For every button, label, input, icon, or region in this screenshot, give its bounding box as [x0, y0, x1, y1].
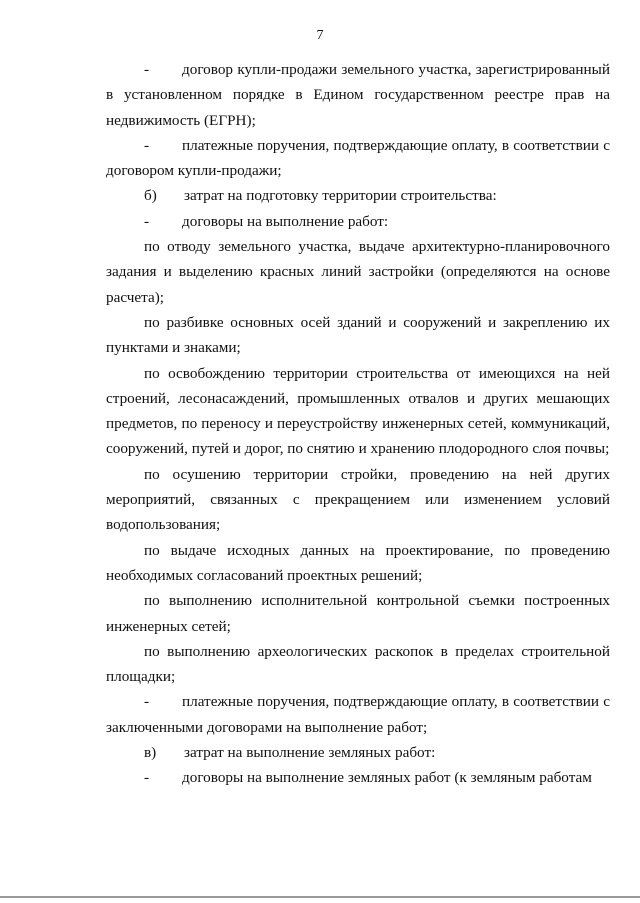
paragraph-text: договоры на выполнение работ:: [182, 212, 389, 230]
paragraph-text: по выполнению археологических раскопок в пределах строительной площадки;: [106, 642, 610, 686]
paragraph: [106, 765, 610, 790]
paragraph: [106, 538, 610, 589]
list-dash: -: [144, 212, 150, 230]
paragraph-text: по освобождению территории строительства от имеющихся на ней строений, лесонасаждений, промышленных отвалов и других мешающих предметов, по переносу и переустройству инженерных сетей, коммуникаций, сооружений, путей и дорог, по снятию и хранению плодородного слоя почвы;: [106, 364, 610, 458]
paragraph: [106, 588, 610, 639]
paragraph: [106, 133, 610, 184]
paragraph-text: по выполнению исполнительной контрольной съемки построенных инженерных сетей;: [106, 592, 610, 635]
list-dash: -: [144, 769, 150, 787]
paragraph-text: по разбивке основных осей зданий и сооружений и закреплению их пунктами и знаками;: [106, 313, 610, 357]
paragraph-text: по выдаче исходных данных на проектирование, по проведению необходимых согласований проектных решений;: [106, 541, 610, 584]
paragraph: [106, 209, 610, 234]
paragraph-text: по отводу земельного участка, выдаче архитектурно-планировочного задания и выделению красных линий застройки (определяются на основе расчета);: [106, 238, 610, 306]
list-dash: -: [144, 136, 150, 154]
list-letter: б): [144, 187, 157, 205]
scan-edge-line: [0, 896, 640, 898]
list-dash: -: [144, 693, 150, 711]
list-dash: -: [144, 61, 150, 78]
paragraph: [106, 234, 610, 310]
paragraph: [106, 57, 610, 133]
document-body: [106, 57, 610, 791]
page-number: 7: [316, 28, 324, 43]
paragraph-text: затрат на подготовку территории строительства:: [184, 187, 497, 205]
paragraph-text: по осушению территории стройки, проведению на ней других мероприятий, связанных с прекращением или изменением условий водопользования;: [106, 465, 610, 534]
list-letter: в): [144, 744, 157, 762]
paragraph: [106, 361, 610, 462]
paragraph: [106, 740, 610, 765]
paragraph-text: договоры на выполнение земляных работ (к земляным работам: [182, 769, 592, 787]
paragraph-text: платежные поручения, подтверждающие оплату, в соответствии с заключенными договорами на выполнение работ;: [106, 693, 610, 736]
paragraph-text: платежные поручения, подтверждающие оплату, в соответствии с договором купли-продажи;: [106, 136, 610, 180]
paragraph-text: затрат на выполнение земляных работ:: [184, 744, 436, 762]
paragraph: [106, 639, 610, 690]
paragraph: [106, 310, 610, 361]
paragraph-text: договор купли-продажи земельного участка, зарегистрированный в установленном порядке в Едином государственном реестре прав на недвижимость (ЕГРН);: [106, 61, 610, 129]
paragraph: [106, 689, 610, 740]
paragraph: [106, 462, 610, 538]
paragraph: [106, 183, 610, 208]
